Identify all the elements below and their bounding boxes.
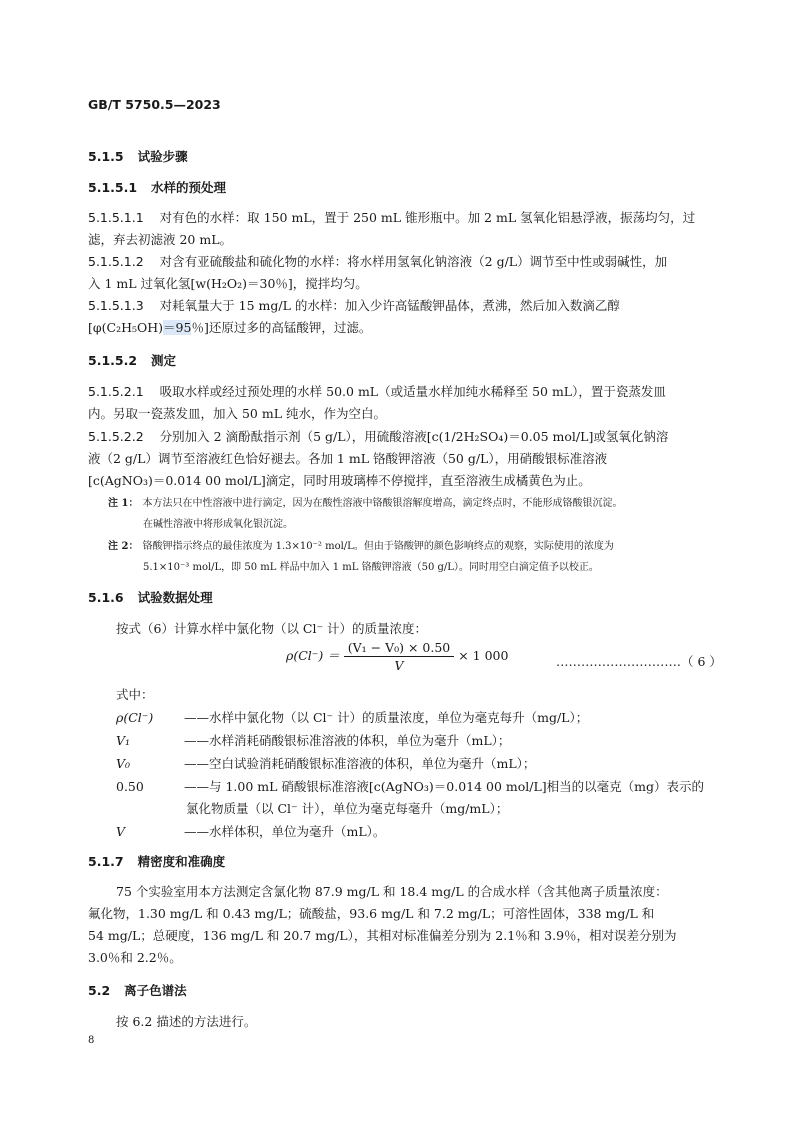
section-number: 5.1.6: [88, 590, 124, 605]
note-text: 在碱性溶液中将形成氧化银沉淀。: [143, 519, 293, 530]
variable-definition: [116, 708, 588, 726]
clause-number: 5.1.5.2.1: [88, 384, 144, 399]
paragraph-line: 54 mg/L；总硬度，136 mg/L 和 20.7 mg/L），其相对标准偏差分别为 2.1％和 3.9％，相对误差分别为: [88, 928, 677, 943]
clause-text: 对含有亚硫酸盐和硫化物的水样：将水样用氢氧化钠溶液（2 g/L）调节至中性或弱碱性，加: [159, 254, 668, 269]
clause-text: 对有色的水样：取 150 mL，置于 250 mL 锥形瓶中。加 2 mL 氢氧化铝悬浮液，振荡均匀，过: [159, 210, 696, 225]
section-heading: [88, 981, 187, 999]
formula-denominator: V: [394, 658, 404, 673]
clause-text: ％]还原过多的高锰酸钾，过滤。: [191, 320, 372, 335]
text-selection-highlight[interactable]: ＝95: [163, 320, 192, 335]
clause-number: 5.1.5.1.2: [88, 254, 144, 269]
subsection-heading: [88, 178, 226, 196]
variable-definition: [116, 754, 535, 772]
section-title: 离子色谱法: [124, 983, 187, 998]
calc-intro: 按式（6）计算水样中氯化物（以 Cl⁻ 计）的质量浓度：: [116, 621, 428, 636]
section-number: 5.2: [88, 983, 111, 998]
equation-number: …………………………（ 6 ）: [556, 654, 722, 669]
clause-number: 5.1.5.1.1: [88, 210, 144, 225]
variable-symbol: V₁: [116, 733, 131, 748]
variable-definition: [116, 731, 510, 749]
note-text: 5.1×10⁻³ mol/L，即 50 mL 样品中加入 1 mL 铬酸钾溶液（50 g/L）。同时用空白滴定值予以校正。: [143, 562, 599, 573]
section-heading: [88, 147, 188, 165]
clause-line: 内。另取一瓷蒸发皿，加入 50 mL 纯水，作为空白。: [88, 406, 386, 421]
subsection-heading: [88, 351, 176, 369]
section-number: 5.1.5: [88, 149, 124, 164]
variable-description: ——水样体积，单位为毫升（mL）。: [184, 824, 386, 839]
paragraph-line: 按 6.2 描述的方法进行。: [116, 1014, 257, 1029]
page-number: 8: [88, 1035, 95, 1046]
section-title: 水样的预处理: [151, 180, 227, 195]
paragraph-line: 3.0％和 2.2％。: [88, 950, 182, 965]
clause-text: 分别加入 2 滴酚酞指示剂（5 g/L），用硫酸溶液[c(1/2H₂SO₄)＝0.05 mol/L]或氢氧化钠溶: [159, 429, 669, 444]
section-title: 试验步骤: [137, 149, 188, 164]
clause-line: [88, 296, 620, 314]
clause-line: [88, 252, 667, 270]
variable-description: ——与 1.00 mL 硝酸银标准溶液[c(AgNO₃)＝0.014 00 mol/L]相当的以毫克（mg）表示的: [184, 779, 705, 794]
formula-numerator: (V₁ − V₀) × 0.50: [344, 640, 455, 657]
paragraph-line: 75 个实验室用本方法测定含氯化物 87.9 mg/L 和 18.4 mg/L 的合成水样（含其他离子质量浓度：: [116, 884, 668, 899]
clause-number: 5.1.5.2.2: [88, 429, 144, 444]
clause-text: [φ(C₂H₅OH): [88, 320, 164, 335]
variable-description: ——水样消耗硝酸银标准溶液的体积，单位为毫升（mL）；: [184, 733, 511, 748]
note-label: 注 1：: [108, 498, 139, 509]
variable-definition: [116, 777, 704, 795]
variable-description: 氯化物质量（以 Cl⁻ 计），单位为毫克每毫升（mg/mL）；: [186, 801, 509, 816]
note: [108, 537, 614, 552]
variable-symbol: V: [116, 824, 126, 839]
formula-rhs: × 1 000: [458, 648, 509, 663]
formula-fraction: [344, 640, 455, 673]
section-title: 测定: [151, 353, 177, 368]
section-number: 5.1.7: [88, 854, 124, 869]
document-id: GB/T 5750.5—2023: [88, 97, 221, 112]
clause-line: [88, 382, 666, 400]
variable-symbol: V₀: [116, 756, 131, 771]
formula-lhs: ρ(Cl⁻) ＝: [286, 648, 340, 663]
section-heading: [88, 588, 213, 606]
note-text: 本方法只在中性溶液中进行滴定，因为在酸性溶液中铬酸银溶解度增高，滴定终点时，不能形成铬酸银沉淀。: [142, 498, 623, 509]
variable-definition: [116, 822, 385, 840]
section-title: 试验数据处理: [137, 590, 213, 605]
variable-description: ——水样中氯化物（以 Cl⁻ 计）的质量浓度，单位为毫克每升（mg/L）；: [184, 710, 589, 725]
section-number: 5.1.5.2: [88, 353, 138, 368]
clause-line: 滤，弃去初滤液 20 mL。: [88, 232, 233, 247]
where-label: 式中：: [116, 687, 154, 702]
clause-line: [88, 208, 695, 226]
clause-line: 入 1 mL 过氧化氢[w(H₂O₂)＝30％]，搅拌均匀。: [88, 276, 368, 291]
paragraph-line: 氟化物，1.30 mg/L 和 0.43 mg/L；硫酸盐，93.6 mg/L 和 7.2 mg/L；可溶性固体，338 mg/L 和: [88, 906, 655, 921]
section-title: 精密度和准确度: [137, 854, 226, 869]
clause-line: 液（2 g/L）调节至溶液红色恰好褪去。各加 1 mL 铬酸钾溶液（50 g/L），用硝酸银标准溶液: [88, 451, 608, 466]
clause-line: [c(AgNO₃)＝0.014 00 mol/L]滴定，同时用玻璃棒不停搅拌，直至溶液生成橘黄色为止。: [88, 473, 591, 488]
section-heading: [88, 852, 225, 870]
clause-line: [88, 318, 371, 336]
clause-text: 对耗氧量大于 15 mg/L 的水样：加入少许高锰酸钾晶体，煮沸，然后加入数滴乙醇: [159, 298, 620, 313]
note-label: 注 2：: [108, 541, 139, 552]
note-text: 铬酸钾指示终点的最佳浓度为 1.3×10⁻² mol/L。但由于铬酸钾的颜色影响终点的观察，实际使用的浓度为: [142, 541, 614, 552]
variable-description: ——空白试验消耗硝酸银标准溶液的体积，单位为毫升（mL）；: [184, 756, 536, 771]
clause-text: 吸取水样或经过预处理的水样 50.0 mL（或适量水样加纯水稀释至 50 mL），置于瓷蒸发皿: [159, 384, 666, 399]
clause-number: 5.1.5.1.3: [88, 298, 144, 313]
variable-symbol: 0.50: [116, 779, 144, 794]
formula: [286, 640, 508, 673]
variable-symbol: ρ(Cl⁻): [116, 710, 154, 725]
clause-line: [88, 427, 668, 445]
note: [108, 494, 622, 509]
section-number: 5.1.5.1: [88, 180, 138, 195]
